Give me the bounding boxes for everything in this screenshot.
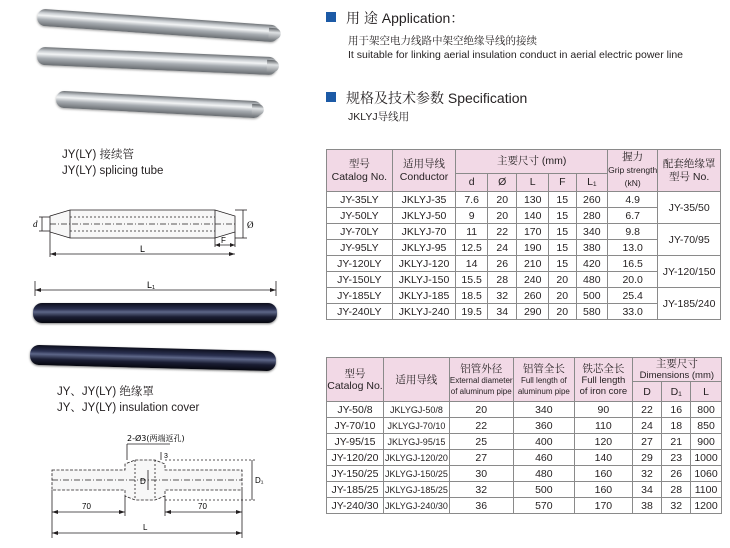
- cell-f: 15: [549, 224, 577, 240]
- cell-al-dia: 32: [449, 482, 513, 498]
- label-D: D: [140, 477, 146, 486]
- th-grip-cn: 握力: [622, 151, 644, 163]
- cell-al-dia: 30: [449, 466, 513, 482]
- th-match: [658, 150, 721, 192]
- cell-catalog: JY-185/25: [327, 482, 384, 498]
- cell-grip: 33.0: [608, 304, 658, 320]
- specification-subtitle: JKLYJ导线用: [348, 111, 410, 123]
- insulation-cover-photo-2: [30, 345, 276, 371]
- cell-d: 32: [632, 466, 662, 482]
- cell-d: 9: [456, 208, 488, 224]
- th2-sub-d1: D₁: [662, 382, 691, 402]
- cell-grip: 9.8: [608, 224, 658, 240]
- label-three: 3: [164, 453, 168, 460]
- table-row: [327, 192, 721, 208]
- th2-al-len-cn: 铝管全长: [522, 362, 565, 375]
- th2-al-dia-cn: 铝管外径: [460, 362, 503, 375]
- cell-conductor: JKLYJ-185: [392, 288, 456, 304]
- table-row: [327, 498, 722, 514]
- cell-catalog: JY-50LY: [327, 208, 393, 224]
- th-grip: [608, 150, 658, 192]
- th2-fe-len-cn: 铁芯全长: [582, 362, 625, 375]
- table-row: [327, 402, 722, 418]
- cell-catalog: JY-35LY: [327, 192, 393, 208]
- th-sub-l1: L₁: [576, 174, 608, 192]
- splicing-tube-photo-1: [37, 9, 280, 43]
- cell-conductor: JKLYGJ-150/25: [383, 466, 449, 482]
- th2-catalog-cn: 型号: [344, 367, 366, 380]
- table-row: [327, 418, 722, 434]
- table-row: [327, 450, 722, 466]
- th-catalog-en: Catalog No.: [331, 170, 388, 183]
- cell-f: 15: [549, 256, 577, 272]
- cell-d: 12.5: [456, 240, 488, 256]
- cell-l1: 480: [576, 272, 608, 288]
- cell-catalog: JY-185LY: [327, 288, 393, 304]
- spec-table-jklygj: [326, 357, 722, 514]
- label-l: L: [140, 244, 146, 254]
- cell-al-len: 460: [513, 450, 575, 466]
- cell-fe-len: 90: [575, 402, 633, 418]
- cell-l1: 260: [576, 192, 608, 208]
- th-sub-l: L: [517, 174, 549, 192]
- th2-dims: [632, 358, 721, 382]
- cell-al-dia: 25: [449, 434, 513, 450]
- cell-catalog: JY-120/20: [327, 450, 384, 466]
- cell-l: 290: [517, 304, 549, 320]
- th-match-cn: 配套绝缘罩: [662, 157, 716, 170]
- cell-conductor: JKLYJ-120: [392, 256, 456, 272]
- splicing-tube-caption-cn: JY(LY) 接续管: [62, 149, 134, 161]
- cell-catalog: JY-120LY: [327, 256, 393, 272]
- th2-al-len-en1: Full length of: [520, 375, 567, 385]
- cell-f: 15: [549, 192, 577, 208]
- th2-al-dia-en1: External diameter: [449, 375, 513, 385]
- cell-l: 260: [517, 288, 549, 304]
- cover-length-dimension: [34, 278, 279, 296]
- cell-fe-len: 160: [575, 466, 633, 482]
- th-grip-en: Grip strength: [608, 165, 658, 175]
- th2-dims-en: Dimensions (mm): [639, 370, 715, 381]
- th-grip-unit: (kN): [624, 178, 641, 188]
- cell-al-len: 570: [513, 498, 575, 514]
- th2-al-dia-en2: of aluminum pipe: [450, 386, 512, 396]
- label-d: d: [33, 219, 38, 229]
- cell-d: 15.5: [456, 272, 488, 288]
- insulation-cover-drawing: [30, 430, 270, 542]
- table-row: [327, 288, 721, 304]
- cell-al-dia: 22: [449, 418, 513, 434]
- th-match-cn2: 型号 No.: [668, 170, 710, 183]
- cell-d: 18.5: [456, 288, 488, 304]
- cell-l: 130: [517, 192, 549, 208]
- cell-fe-len: 120: [575, 434, 633, 450]
- cell-d: 19.5: [456, 304, 488, 320]
- label-L: L: [143, 523, 148, 532]
- th2-fe-len: [575, 358, 633, 402]
- cell-f: 20: [549, 304, 577, 320]
- cell-d1: 21: [662, 434, 691, 450]
- cell-grip: 25.4: [608, 288, 658, 304]
- th-catalog: [327, 150, 393, 192]
- cell-phi: 32: [487, 288, 516, 304]
- cell-l: 170: [517, 224, 549, 240]
- cell-phi: 22: [487, 224, 516, 240]
- label-70-left: 70: [82, 502, 91, 511]
- cell-d: 27: [632, 434, 662, 450]
- label-l1: L₁: [147, 280, 156, 290]
- splicing-tube-drawing: [30, 195, 260, 260]
- cell-l: 190: [517, 240, 549, 256]
- cell-al-len: 500: [513, 482, 575, 498]
- table-row: [327, 466, 722, 482]
- cell-catalog: JY-95LY: [327, 240, 393, 256]
- application-line-en: It suitable for linking aerial insulation conduct in aerial electric power line: [348, 49, 684, 61]
- cell-d: 38: [632, 498, 662, 514]
- cell-fe-len: 140: [575, 450, 633, 466]
- cell-catalog: JY-70/10: [327, 418, 384, 434]
- cell-al-dia: 36: [449, 498, 513, 514]
- cell-d: 29: [632, 450, 662, 466]
- th-sub-phi: Ø: [487, 174, 516, 192]
- cell-grip: 6.7: [608, 208, 658, 224]
- cell-grip: 20.0: [608, 272, 658, 288]
- cell-phi: 28: [487, 272, 516, 288]
- cell-conductor: JKLYGJ-95/15: [383, 434, 449, 450]
- cell-al-len: 360: [513, 418, 575, 434]
- cell-d1: 23: [662, 450, 691, 466]
- cell-phi: 20: [487, 192, 516, 208]
- cell-match: JY-120/150: [658, 256, 721, 288]
- cell-l: 900: [691, 434, 722, 450]
- cell-catalog: JY-150LY: [327, 272, 393, 288]
- cell-conductor: JKLYGJ-70/10: [383, 418, 449, 434]
- cell-l: 1200: [691, 498, 722, 514]
- cell-l1: 380: [576, 240, 608, 256]
- th2-al-dia: [449, 358, 513, 402]
- cell-conductor: JKLYGJ-185/25: [383, 482, 449, 498]
- cell-catalog: JY-150/25: [327, 466, 384, 482]
- th-conductor: [392, 150, 456, 192]
- specification-bullet-icon: [326, 92, 336, 102]
- cell-catalog: JY-95/15: [327, 434, 384, 450]
- cell-conductor: JKLYJ-50: [392, 208, 456, 224]
- cell-conductor: JKLYGJ-240/30: [383, 498, 449, 514]
- cell-conductor: JKLYJ-240: [392, 304, 456, 320]
- cell-match: JY-35/50: [658, 192, 721, 224]
- cell-al-len: 400: [513, 434, 575, 450]
- cell-phi: 26: [487, 256, 516, 272]
- splicing-tube-photo-2: [37, 47, 278, 75]
- label-70-right: 70: [198, 502, 207, 511]
- th2-al-len: [513, 358, 575, 402]
- th2-al-len-en2: aluminum pipe: [517, 386, 570, 396]
- cell-al-len: 340: [513, 402, 575, 418]
- cell-d1: 16: [662, 402, 691, 418]
- insulation-cover-caption-en: JY、JY(LY) insulation cover: [57, 402, 200, 414]
- cell-f: 15: [549, 240, 577, 256]
- th-catalog-cn: 型号: [348, 157, 370, 170]
- label-D1: D₁: [255, 476, 264, 485]
- cell-fe-len: 160: [575, 482, 633, 498]
- cell-d: 7.6: [456, 192, 488, 208]
- cell-al-dia: 20: [449, 402, 513, 418]
- cell-l: 800: [691, 402, 722, 418]
- splicing-tube-photo-3: [56, 91, 263, 119]
- cell-l1: 340: [576, 224, 608, 240]
- cell-conductor: JKLYJ-35: [392, 192, 456, 208]
- cell-l: 1060: [691, 466, 722, 482]
- insulation-cover-caption-cn: JY、JY(LY) 绝缘罩: [57, 386, 154, 398]
- cell-f: 20: [549, 288, 577, 304]
- cell-l: 850: [691, 418, 722, 434]
- cell-conductor: JKLYJ-150: [392, 272, 456, 288]
- table-row: [327, 224, 721, 240]
- cell-grip: 16.5: [608, 256, 658, 272]
- cell-f: 15: [549, 208, 577, 224]
- cell-match: JY-70/95: [658, 224, 721, 256]
- cell-catalog: JY-50/8: [327, 402, 384, 418]
- cell-l: 240: [517, 272, 549, 288]
- cell-conductor: JKLYJ-95: [392, 240, 456, 256]
- cell-l1: 500: [576, 288, 608, 304]
- application-line-cn: 用于架空电力线路中架空绝缘导线的接续: [348, 35, 537, 47]
- cell-catalog: JY-70LY: [327, 224, 393, 240]
- cell-match: JY-185/240: [658, 288, 721, 320]
- cell-conductor: JKLYJ-70: [392, 224, 456, 240]
- cell-l: 140: [517, 208, 549, 224]
- cell-d1: 28: [662, 482, 691, 498]
- cell-l: 1000: [691, 450, 722, 466]
- cell-grip: 13.0: [608, 240, 658, 256]
- application-bullet-icon: [326, 12, 336, 22]
- th2-sub-l: L: [691, 382, 722, 402]
- cell-l: 1100: [691, 482, 722, 498]
- cell-conductor: JKLYGJ-120/20: [383, 450, 449, 466]
- label-hole-note: 2-Ø3(两端返孔): [127, 434, 185, 443]
- cell-catalog: JY-240/30: [327, 498, 384, 514]
- table-row: [327, 482, 722, 498]
- cell-f: 20: [549, 272, 577, 288]
- th2-catalog: [327, 358, 384, 402]
- table-row: [327, 256, 721, 272]
- th2-sub-d: D: [632, 382, 662, 402]
- th2-catalog-en: Catalog No.: [327, 379, 383, 392]
- label-f: F: [221, 236, 226, 245]
- cell-l1: 420: [576, 256, 608, 272]
- cell-l1: 580: [576, 304, 608, 320]
- cell-d: 22: [632, 402, 662, 418]
- cell-d1: 32: [662, 498, 691, 514]
- th-sub-d: d: [456, 174, 488, 192]
- table-row: [327, 434, 722, 450]
- cell-d1: 18: [662, 418, 691, 434]
- th2-dims-cn: 主要尺寸: [655, 358, 698, 370]
- cell-d: 34: [632, 482, 662, 498]
- th2-conductor: 适用导线: [383, 358, 449, 402]
- th-dims: 主要尺寸 (mm): [456, 150, 608, 174]
- cell-grip: 4.9: [608, 192, 658, 208]
- insulation-cover-photo-1: [33, 303, 277, 323]
- th2-fe-len-en2: of iron core: [579, 385, 628, 397]
- cell-conductor: JKLYGJ-50/8: [383, 402, 449, 418]
- cell-phi: 34: [487, 304, 516, 320]
- cell-l1: 280: [576, 208, 608, 224]
- spec-table-jklyj: [326, 149, 721, 320]
- label-phi: Ø: [247, 220, 254, 230]
- cell-al-dia: 27: [449, 450, 513, 466]
- cell-fe-len: 170: [575, 498, 633, 514]
- specification-title: 规格及技术参数 Specification: [346, 90, 528, 106]
- cell-d1: 26: [662, 466, 691, 482]
- th-conductor-en: Conductor: [399, 170, 449, 183]
- th-sub-f: F: [549, 174, 577, 192]
- cell-phi: 24: [487, 240, 516, 256]
- th2-fe-len-en1: Full length: [581, 374, 626, 386]
- splicing-tube-caption-en: JY(LY) splicing tube: [62, 165, 164, 177]
- cell-catalog: JY-240LY: [327, 304, 393, 320]
- cell-phi: 20: [487, 208, 516, 224]
- application-title: 用 途 Application：: [346, 10, 465, 26]
- th-conductor-cn: 适用导线: [403, 157, 445, 170]
- cell-d: 24: [632, 418, 662, 434]
- cell-d: 14: [456, 256, 488, 272]
- cell-l: 210: [517, 256, 549, 272]
- cell-al-len: 480: [513, 466, 575, 482]
- cell-d: 11: [456, 224, 488, 240]
- cell-fe-len: 110: [575, 418, 633, 434]
